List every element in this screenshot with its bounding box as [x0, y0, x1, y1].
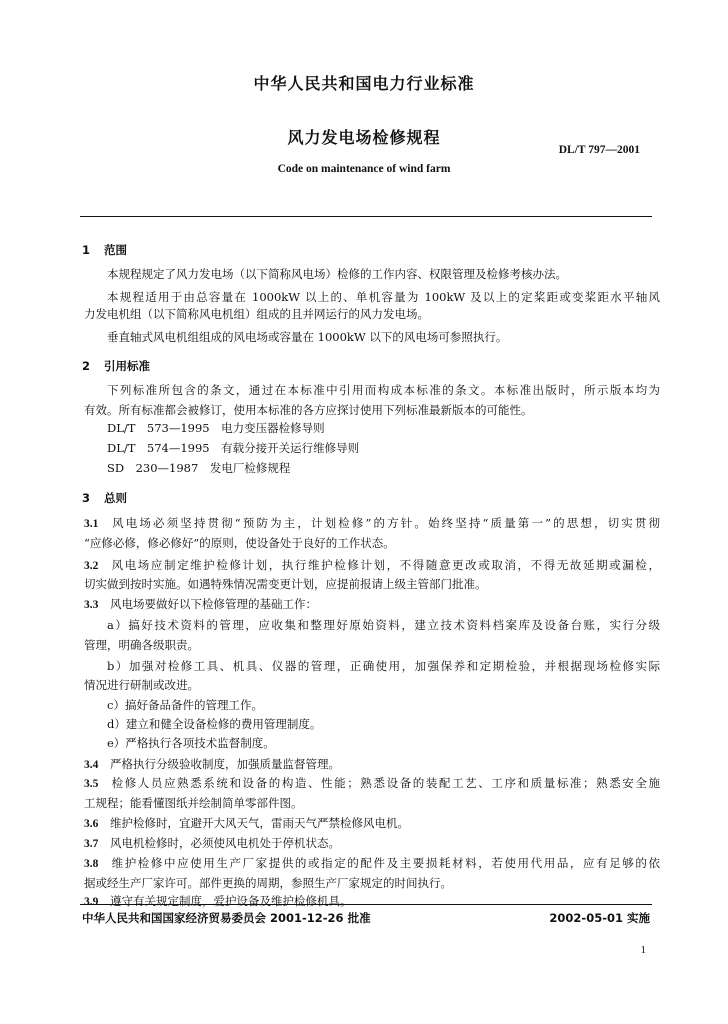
- paragraph-line: 垂直轴式风电机组组成的风电场或容量在 1000kW 以下的风电场可参照执行。: [107, 330, 508, 344]
- list-item-a: a）搞好技术资料的管理，应收集和整理好原始资料，建立技术资料档案库及设备台账，实行分级: [107, 618, 660, 632]
- clause-3-6-line: [84, 815, 660, 832]
- clause-number: 3.1: [84, 518, 99, 530]
- reference-item: DL/T 574—1995 有载分接开关运行维修导则: [107, 441, 360, 455]
- clause-number: 3.7: [84, 838, 99, 850]
- clause-text: 风电场必须坚持贯彻“预防为主，计划检修”的方针。始终坚持“质量第一”的思想，切实贯彻: [110, 516, 660, 530]
- section-heading-scope: [82, 242, 127, 258]
- clause-number: 3.9: [84, 896, 99, 908]
- reference-item: SD 230—1987 发电厂检修规程: [107, 461, 291, 475]
- section-title: 范围: [104, 243, 127, 257]
- english-title: Code on maintenance of wind farm: [277, 163, 451, 175]
- paragraph-line: 工规程；能看懂图纸并绘制简单零部件图。: [84, 796, 303, 810]
- clause-text: 风电场应制定维护检修计划，执行维护检修计划，不得随意更改或取消，不得无故延期或漏检，: [110, 558, 660, 572]
- paragraph-line: “应修必修，修必修好”的原则，使设备处于良好的工作状态。: [84, 536, 395, 550]
- list-item-d: d）建立和健全设备检修的费用管理制度。: [107, 717, 322, 731]
- clause-3-3-line: [84, 596, 660, 613]
- paragraph-line: 力发电机组（以下简称风电机组）组成的且并网运行的风力发电场。: [84, 307, 429, 321]
- list-item-b: b）加强对检修工具、机具、仪器的管理，正确使用，加强保养和定期检验，并根据现场检修实际: [107, 659, 660, 673]
- clause-text: 严格执行分级验收制度，加强质量监督管理。: [110, 757, 340, 771]
- paragraph-line: 切实做到按时实施。如遇特殊情况需变更计划，应提前报请上级主管部门批准。: [84, 577, 487, 591]
- header-divider: [80, 216, 652, 217]
- standard-code: DL/T 797—2001: [558, 144, 640, 156]
- implementation-date: 2002-05-01 实施: [549, 911, 650, 925]
- clause-number: 3.8: [84, 858, 99, 870]
- clause-text: 风电机检修时，必须使风电机处于停机状态。: [110, 836, 340, 850]
- clause-text: 遵守有关规定制度，爱护设备及维护检修机具。: [110, 894, 352, 908]
- clause-3-5-line: [84, 775, 660, 792]
- clause-number: 3.2: [84, 560, 99, 572]
- section-heading-general: [82, 490, 127, 506]
- footer-divider: [80, 904, 652, 905]
- document-title: 风力发电场检修规程: [287, 128, 441, 147]
- paragraph-line: 据或经生产厂家许可。部件更换的周期，参照生产厂家规定的时间执行。: [84, 876, 452, 890]
- clause-3-9-line: [84, 893, 660, 910]
- approval-statement: 中华人民共和国国家经济贸易委员会 2001-12-26 批准: [82, 911, 371, 925]
- section-number: 1: [82, 243, 91, 257]
- paragraph-line: 管理，明确各级职责。: [84, 638, 199, 652]
- clause-3-8-line: [84, 855, 660, 872]
- section-number: 2: [82, 359, 91, 373]
- section-title: 引用标准: [104, 359, 150, 373]
- paragraph-line: 本规程规定了风力发电场（以下简称风电场）检修的工作内容、权限管理及检修考核办法。: [107, 267, 567, 281]
- paragraph-line: 下列标准所包含的条文，通过在本标准中引用而构成本标准的条文。本标准出版时，所示版本均为: [107, 383, 660, 397]
- page-number: 1: [640, 944, 646, 956]
- section-number: 3: [82, 491, 91, 505]
- paragraph-line: 本规程适用于由总容量在 1000kW 以上的、单机容量为 100kW 及以上的定桨距或变桨距水平轴风: [107, 290, 660, 304]
- list-item-e: e）严格执行各项技术监督制度。: [107, 736, 275, 750]
- clause-number: 3.4: [84, 759, 99, 771]
- clause-3-2-line: [84, 557, 660, 574]
- clause-3-7-line: [84, 835, 660, 852]
- paragraph-line: 情况进行研制或改进。: [84, 678, 199, 692]
- clause-text: 维护检修时，宜避开大风天气，雷雨天气严禁检修风电机。: [110, 816, 409, 830]
- section-title: 总则: [104, 491, 127, 505]
- reference-item: DL/T 573—1995 电力变压器检修导则: [107, 421, 325, 435]
- clause-3-1-line: [84, 515, 660, 532]
- clause-text: 维护检修中应使用生产厂家提供的或指定的配件及主要损耗材料，若使用代用品，应有足够的依: [110, 856, 660, 870]
- clause-text: 风电场要做好以下检修管理的基础工作：: [110, 597, 317, 611]
- clause-number: 3.3: [84, 599, 99, 611]
- clause-3-4-line: [84, 756, 660, 773]
- clause-number: 3.6: [84, 818, 99, 830]
- paragraph-line: 有效。所有标准都会被修订，使用本标准的各方应探讨使用下列标准最新版本的可能性。: [84, 403, 533, 417]
- standard-category-heading: 中华人民共和国电力行业标准: [253, 74, 475, 93]
- list-item-c: c）搞好备品备件的管理工作。: [107, 698, 263, 712]
- section-heading-references: [82, 358, 150, 374]
- clause-text: 检修人员应熟悉系统和设备的构造、性能；熟悉设备的装配工艺、工序和质量标准；熟悉安全施: [110, 776, 660, 790]
- clause-number: 3.5: [84, 778, 99, 790]
